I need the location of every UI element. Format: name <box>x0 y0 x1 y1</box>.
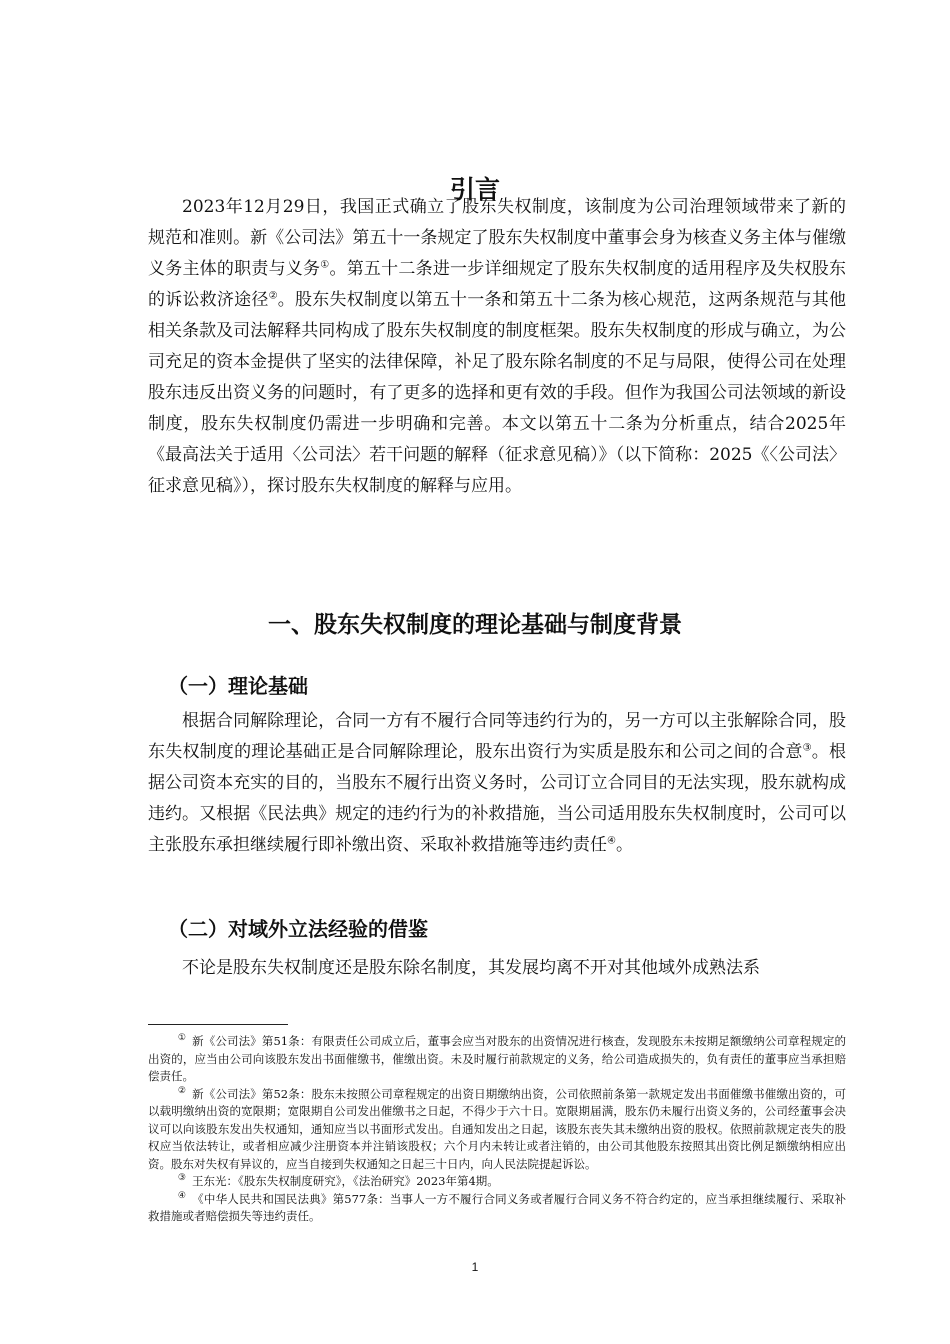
intro-paragraph <box>148 192 846 502</box>
subsection2-heading: （二）对域外立法经验的借鉴 <box>168 917 428 941</box>
footnote-mark: ③ <box>177 1173 186 1184</box>
footnote-ref-2[interactable]: ② <box>268 290 278 302</box>
footnotes <box>148 1033 846 1226</box>
theory-text-2: 。根据公司资本充实的目的，当股东不履行出资义务时，公司订立合同目的无法实现，股东就构成违约。又根据《民法典》规定的违约行为的补救措施，当公司适用股东失权制度时，公司可以主张股东承担继续履行即补缴出资、采取补救措施等违约责任 <box>148 742 847 855</box>
footnote-3 <box>148 1173 846 1191</box>
footnote-text: 王东光：《股东失权制度研究》，《法治研究》2023年第4期。 <box>191 1174 499 1188</box>
intro-text-2: 。第五十二条进一步详细规定了股东失权制度的适用程序及失权股东的诉讼救济途径 <box>148 259 847 310</box>
footnote-1 <box>148 1033 846 1086</box>
theory-text-3: 。 <box>615 835 633 855</box>
theory-paragraph <box>148 706 846 861</box>
footnote-text: 新《公司法》第51条：有限责任公司成立后，董事会应当对股东的出资情况进行核查，发现股东未按期足额缴纳公司章程规定的出资的，应当由公司向该股东发出书面催缴书，催缴出资。未及时履行前款规定的义务，给公司造成损失的，负有责任的董事应当承担赔偿责任。 <box>148 1034 846 1083</box>
footnote-mark: ② <box>177 1085 187 1096</box>
subsection1-heading: （一）理论基础 <box>168 674 308 698</box>
footnote-ref-4[interactable]: ④ <box>607 835 616 847</box>
page-number: 1 <box>471 1260 479 1274</box>
footnote-text: 《中华人民共和国民法典》第577条：当事人一方不履行合同义务或者履行合同义务不符合约定的，应当承担继续履行、采取补救措施或者赔偿损失等违约责任。 <box>148 1191 846 1223</box>
footnote-4 <box>148 1191 846 1226</box>
footnote-text: 新《公司法》第52条：股东未按照公司章程规定的出资日期缴纳出资，公司依照前条第一款规定发出书面催缴书催缴出资的，可以载明缴纳出资的宽限期；宽限期自公司发出催缴书之日起，不得少于六十日。宽限期届满，股东仍未履行出资义务的，公司经董事会决议可以向该股东发出失权通知，通知应当以书面形式发出。自通知发出之日起，该股东丧失其未缴纳出资的股权。依照前款规定丧失的股权应当依法转让，或者相应减少注册资本并注销该股权；六个月内未转让或者注销的，由公司其他股东按照其出资比例足额缴纳相应出资。股东对失权有异议的，应当自接到失权通知之日起三十日内，向人民法院提起诉讼。 <box>148 1086 846 1171</box>
footnote-ref-3[interactable]: ③ <box>802 742 812 754</box>
footnote-mark: ① <box>177 1033 187 1044</box>
intro-text-1: 2023年12月29日，我国正式确立了股东失权制度，该制度为公司治理领域带来了新的规范和准则。新《公司法》第五十一条规定了股东失权制度中董事会身为核查义务主体与催缴义务主体的职责与义务 <box>148 197 846 279</box>
footnote-2 <box>148 1086 846 1174</box>
theory-text-1: 根据合同解除理论，合同一方有不履行合同等违约行为的，另一方可以主张解除合同，股东失权制度的理论基础正是合同解除理论，股东出资行为实质是股东和公司之间的合意 <box>148 711 846 762</box>
foreign-law-paragraph: 不论是股东失权制度还是股东除名制度，其发展均离不开对其他域外成熟法系 <box>182 958 760 978</box>
intro-text-3: 。股东失权制度以第五十一条和第五十二条为核心规范，这两条规范与其他相关条款及司法解释共同构成了股东失权制度的制度框架。股东失权制度的形成与确立，为公司充足的资本金提供了坚实的法律保障，补足了股东除名制度的不足与局限，使得公司在处理股东违反出资义务的问题时，有了更多的选择和更有效的手段。但作为我国公司法领域的新设制度，股东失权制度仍需进一步明确和完善。本文以第五十二条为分析重点，结合2025年《最高法关于适用〈公司法〉若干问题的解释（征求意见稿）》（以下简称：2025《〈公司法〉征求意见稿》），探讨股东失权制度的解释与应用。 <box>148 290 847 496</box>
footnote-mark: ④ <box>177 1190 187 1201</box>
section1-heading: 一、股东失权制度的理论基础与制度背景 <box>268 612 682 638</box>
footnote-separator <box>148 1024 288 1025</box>
footnote-ref-1[interactable]: ① <box>320 259 330 271</box>
intro-heading: 引言 <box>449 175 500 204</box>
